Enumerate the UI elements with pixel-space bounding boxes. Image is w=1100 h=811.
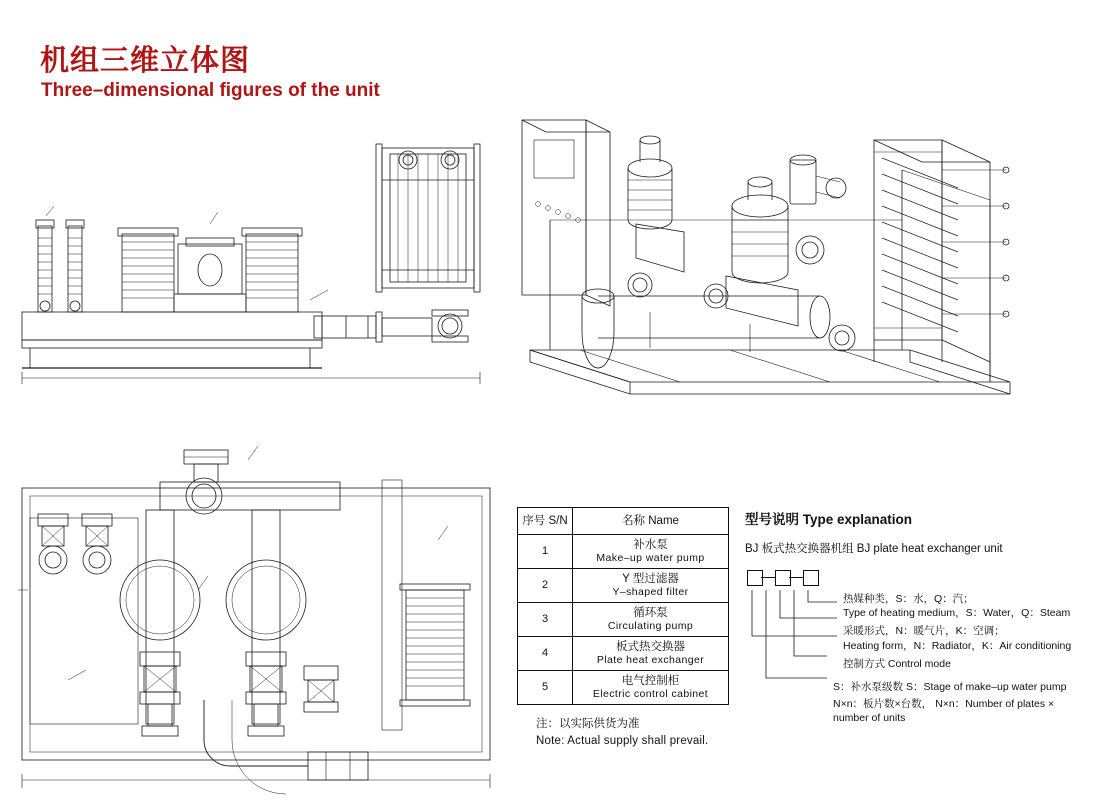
cell-name-cn: 补水泵 — [633, 538, 668, 551]
header-sn: 序号 S/N — [518, 508, 573, 535]
cell-name-cn: 电气控制柜 — [621, 674, 680, 687]
legend-item — [833, 680, 1075, 694]
page-title-cn: 机组三维立体图 — [40, 45, 251, 77]
legend-group-bottom — [833, 680, 1075, 729]
legend-item — [843, 624, 1071, 652]
cell-name — [573, 671, 729, 705]
cell-name-cn: Y 型过滤器 — [622, 572, 679, 585]
legend-en: N×n：Number of plates × number of units — [833, 698, 1055, 725]
table-row — [518, 535, 729, 569]
page-title-en: Three–dimensional figures of the unit — [41, 80, 380, 101]
code-dash-1 — [761, 577, 775, 578]
cell-sn: 4 — [518, 637, 573, 671]
code-box-3 — [803, 570, 819, 586]
cell-name — [573, 637, 729, 671]
top-plan-view — [8, 440, 508, 800]
table-row — [518, 569, 729, 603]
legend-en: S：Stage of make–up water pump — [905, 681, 1067, 693]
cell-name-cn: 板式热交换器 — [616, 640, 685, 653]
cell-name — [573, 535, 729, 569]
type-explanation-block — [745, 508, 1075, 725]
note-en: Note: Actual supply shall prevail. — [536, 735, 709, 748]
cell-name-en: Make–up water pump — [596, 552, 705, 565]
cell-name-en: Plate heat exchanger — [596, 654, 705, 667]
legend-cn: 采暖形式，N：暖气片，K：空调； — [843, 625, 1005, 638]
table-row — [518, 671, 729, 705]
legend-item — [833, 697, 1075, 725]
cell-sn: 5 — [518, 671, 573, 705]
model-code-boxes — [747, 570, 1075, 592]
legend-cn: S：补水泵级数 — [833, 681, 904, 693]
note-cn: 注：以实际供货为准 — [536, 718, 640, 730]
code-dash-2 — [789, 577, 803, 578]
cell-name-en: Circulating pump — [607, 620, 694, 633]
cell-sn: 3 — [518, 603, 573, 637]
cell-name — [573, 569, 729, 603]
front-elevation-view — [10, 120, 490, 390]
type-explanation-subtitle: BJ 板式热交换器机组 BJ plate heat exchanger unit — [745, 543, 1003, 555]
legend-item — [843, 657, 1071, 671]
header-name: 名称 Name — [573, 508, 729, 535]
code-box-1 — [747, 570, 763, 586]
legend-group-top — [843, 592, 1071, 675]
legend-cn: N×n：板片数×台数， — [833, 698, 933, 711]
cell-sn: 2 — [518, 569, 573, 603]
table-row — [518, 637, 729, 671]
parts-table — [517, 507, 729, 705]
legend-item — [843, 592, 1071, 620]
cell-sn: 1 — [518, 535, 573, 569]
legend-cn: 热媒种类，S：水，Q：汽； — [843, 593, 974, 605]
legend-en: Type of heating medium，S：Water，Q：Steam — [843, 607, 1071, 620]
legend-cn: 控制方式 Control mode — [843, 657, 951, 670]
cell-name-cn: 循环泵 — [633, 606, 668, 619]
table-row — [518, 603, 729, 637]
note-block — [536, 716, 708, 751]
isometric-3d-view — [490, 100, 1090, 400]
cell-name-en: Electric control cabinet — [592, 688, 709, 701]
type-explanation-title: 型号说明 Type explanation — [745, 512, 913, 527]
cell-name — [573, 603, 729, 637]
table-header-row — [518, 508, 729, 535]
legend-en: Heating form，N：Radiator，K：Air conditioning — [843, 639, 1072, 652]
cell-name-en: Y–shaped filter — [612, 586, 689, 599]
code-box-2 — [775, 570, 791, 586]
